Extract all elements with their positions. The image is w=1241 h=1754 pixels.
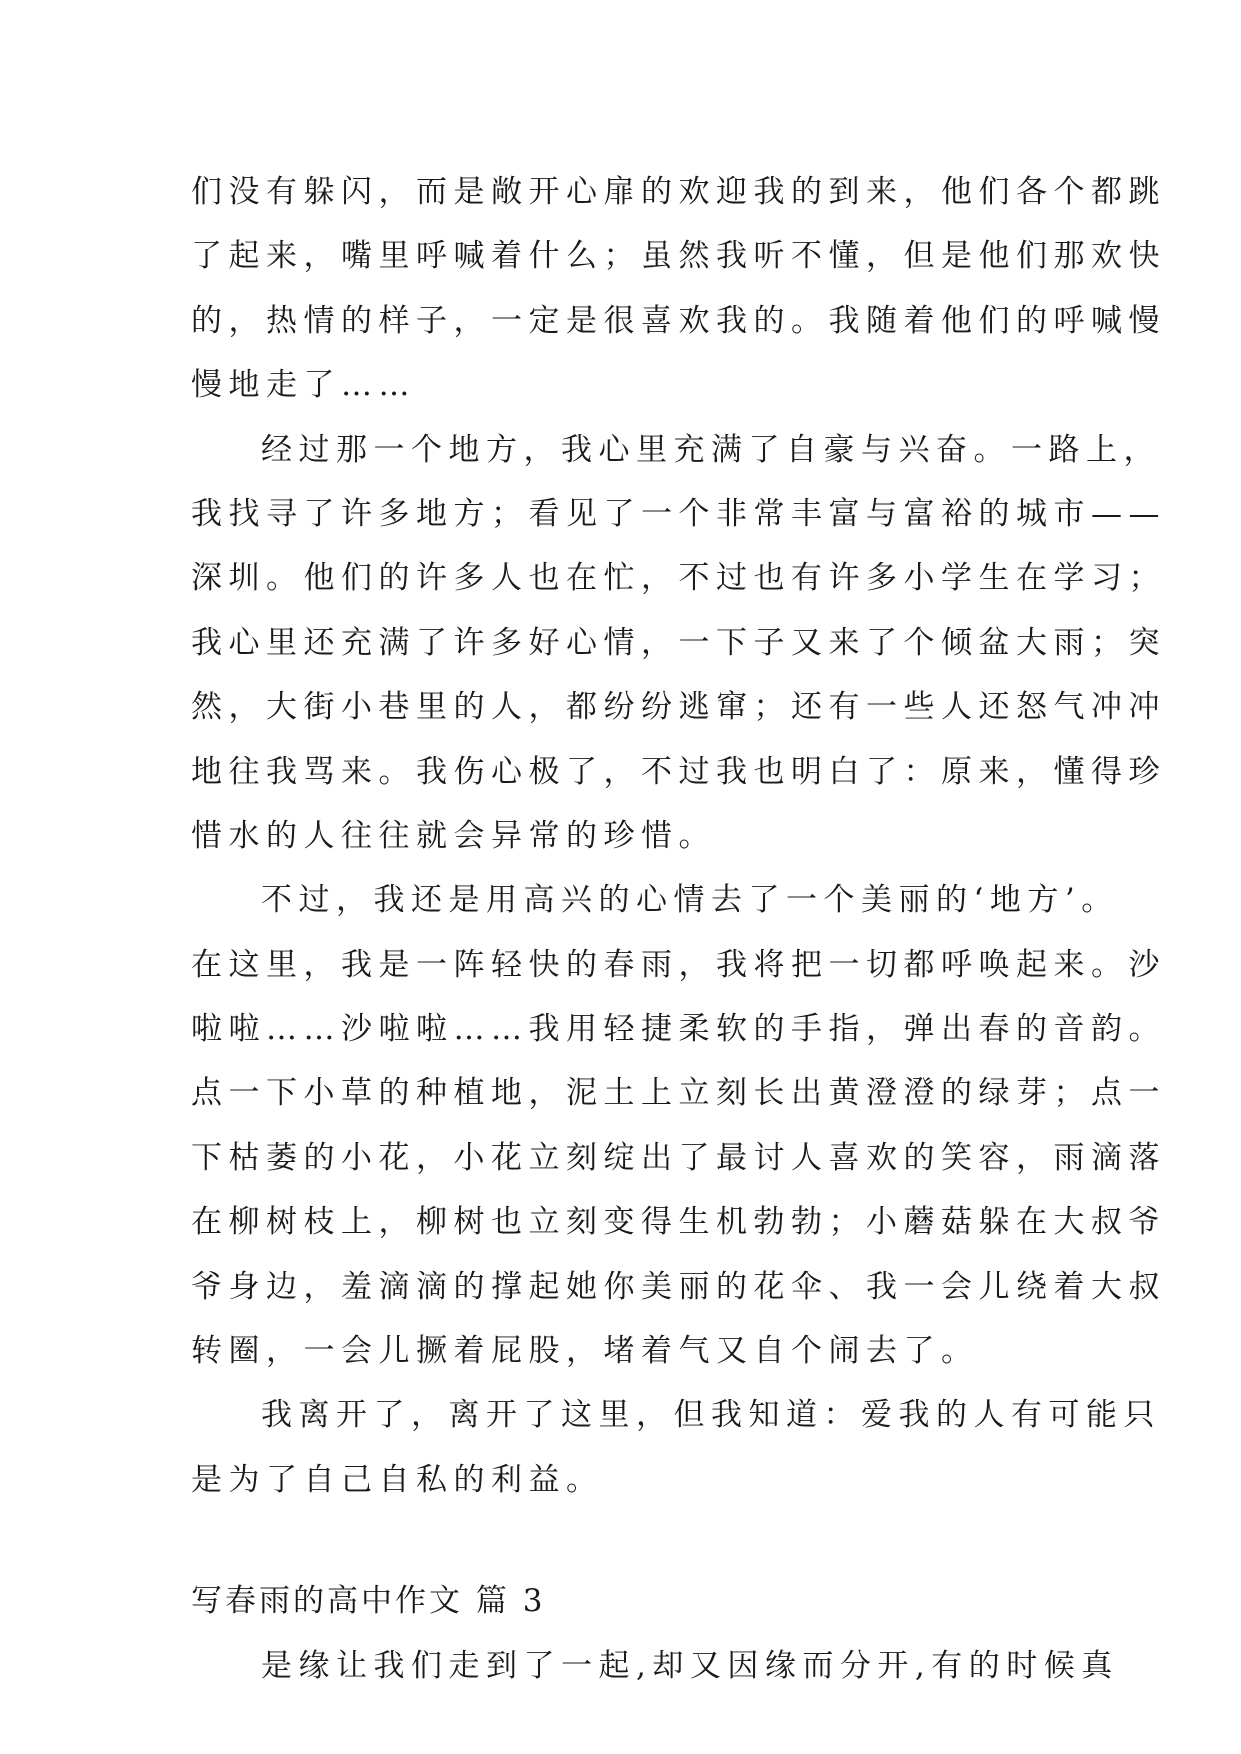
text-line: 我离开了，离开了这里，但我知道：爱我的人有可能只 xyxy=(261,1397,1161,1434)
text-line: 的，热情的样子，一定是很喜欢我的。我随着他们的呼喊慢 xyxy=(191,302,1166,339)
text-line: 啦啦……沙啦啦……我用轻捷柔软的手指，弹出春的音韵。 xyxy=(191,1011,1166,1048)
text-line: 了起来，嘴里呼喊着什么；虽然我听不懂，但是他们那欢快 xyxy=(191,238,1166,275)
text-line: 下枯萎的小花，小花立刻绽出了最讨人喜欢的笑容，雨滴落 xyxy=(191,1139,1166,1176)
essay-body xyxy=(191,160,1166,1698)
paragraph-4 xyxy=(191,1383,1161,1512)
text-line: 深圳。他们的许多人也在忙，不过也有许多小学生在学习； xyxy=(191,560,1166,597)
text-line: 我心里还充满了许多好心情，一下子又来了个倾盆大雨；突 xyxy=(191,624,1166,661)
text-line: 爷身边，羞滴滴的撑起她你美丽的花伞、我一会儿绕着大叔 xyxy=(191,1268,1166,1305)
paragraph-1 xyxy=(191,160,1166,418)
text-line: 转圈，一会儿撅着屁股，堵着气又自个闹去了。 xyxy=(191,1333,979,1370)
paragraph-3 xyxy=(191,868,1166,1383)
text-line: 在这里，我是一阵轻快的春雨，我将把一切都呼唤起来。沙 xyxy=(191,946,1166,983)
text-line: 我找寻了许多地方；看见了一个非常丰富与富裕的城市—— xyxy=(191,495,1166,532)
text-line: 在柳树枝上，柳树也立刻变得生机勃勃；小蘑菇躲在大叔爷 xyxy=(191,1204,1166,1241)
text-line: 然，大街小巷里的人，都纷纷逃窜；还有一些人还怒气冲冲 xyxy=(191,689,1166,726)
text-line: 点一下小草的种植地，泥土上立刻长出黄澄澄的绿芽；点一 xyxy=(191,1075,1166,1112)
text-line: 慢地走了…… xyxy=(191,367,416,404)
paragraph-2 xyxy=(191,418,1166,869)
text-line: 惜水的人往往就会异常的珍惜。 xyxy=(191,817,716,854)
section-spacer xyxy=(191,1512,1061,1569)
text-line: 不过，我还是用高兴的心情去了一个美丽的‘地方’。 xyxy=(261,882,1119,919)
text-line: 经过那一个地方，我心里充满了自豪与兴奋。一路上， xyxy=(261,431,1161,468)
text-line: 地往我骂来。我伤心极了，不过我也明白了：原来，懂得珍 xyxy=(191,753,1166,790)
section-heading: 写春雨的高中作文 篇 3 xyxy=(191,1583,546,1620)
text-line: 们没有躲闪，而是敞开心扉的欢迎我的到来，他们各个都跳 xyxy=(191,174,1166,210)
text-line: 是为了自己自私的利益。 xyxy=(191,1461,604,1498)
text-line: 是缘让我们走到了一起,却又因缘而分开,有的时候真 xyxy=(261,1647,1119,1684)
paragraph-5 xyxy=(191,1634,1119,1698)
